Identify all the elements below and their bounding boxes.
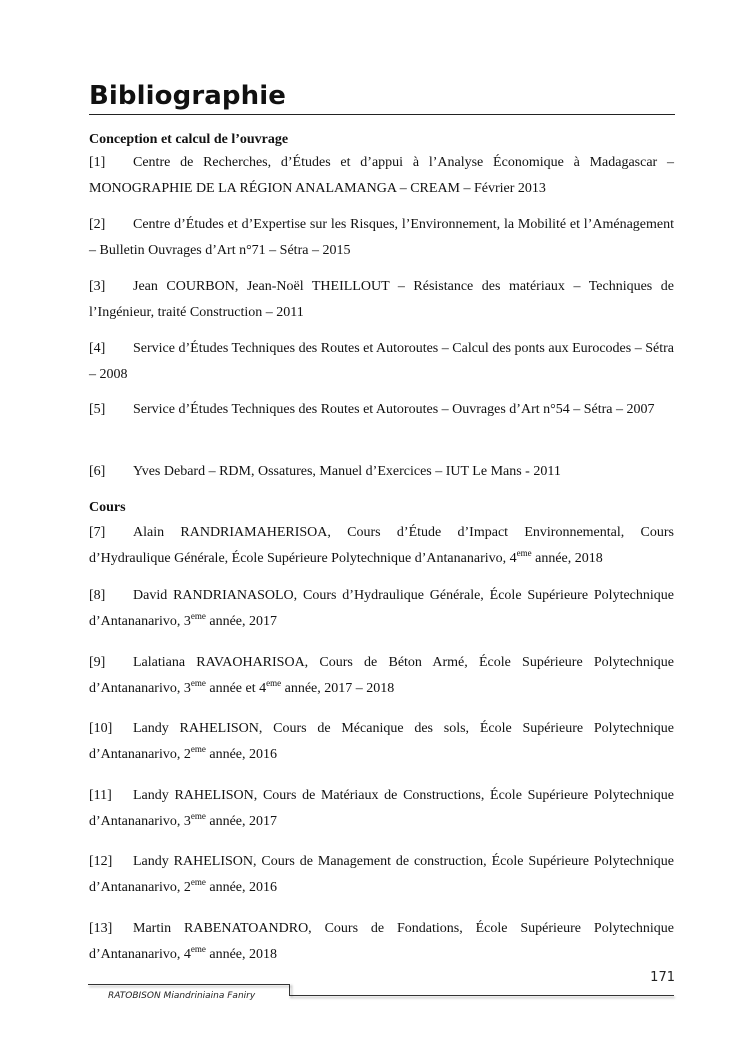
reference-text: année, 2017 [205, 814, 278, 829]
reference-text: Centre d’Études et d’Expertise sur les Risques, l’Environnement, la Mobilité et l’Aménagement – Bulletin Ouvrages d’Art n°71 – Sétra – 2015 [89, 217, 674, 258]
reference-number: [6] [89, 464, 106, 479]
reference-number: [2] [89, 217, 106, 232]
footer-rule [88, 984, 290, 985]
page-number: 171 [650, 970, 675, 985]
footer-author: RATOBISON Miandriniaina Faniry [108, 991, 256, 1001]
reference-item [89, 650, 674, 702]
title-underline [89, 114, 675, 115]
reference-item [89, 520, 674, 572]
reference-item [89, 397, 674, 423]
reference-text: David RANDRIANASOLO, Cours d’Hydraulique Générale, École Supérieure Polytechnique d’Antananarivo, 3 [89, 588, 674, 629]
reference-number: [11] [89, 788, 112, 803]
reference-text: Jean COURBON, Jean-Noël THEILLOUT – Résistance des matériaux – Techniques de l’Ingénieur, traité Construction – 2011 [89, 279, 674, 320]
reference-item [89, 716, 674, 768]
reference-text: année et 4 [205, 681, 267, 696]
reference-number: [9] [89, 655, 106, 670]
superscript: eme [190, 611, 206, 621]
reference-item [89, 274, 674, 326]
superscript: eme [190, 877, 206, 887]
reference-number: [8] [89, 588, 106, 603]
reference-number: [3] [89, 279, 106, 294]
reference-item [89, 583, 674, 635]
reference-number: [1] [89, 155, 106, 170]
footer-rule [289, 995, 674, 996]
reference-item [89, 150, 674, 202]
reference-text: Martin RABENATOANDRO, Cours de Fondations, École Supérieure Polytechnique d’Antananarivo, 4 [89, 921, 674, 962]
reference-number: [10] [89, 721, 113, 736]
reference-text: année, 2016 [205, 747, 278, 762]
superscript: eme [266, 678, 282, 688]
reference-number: [4] [89, 341, 106, 356]
reference-item [89, 916, 674, 968]
reference-text: Alain RANDRIAMAHERISOA, Cours d’Étude d’Impact Environnemental, Cours d’Hydraulique Générale, École Supérieure Polytechnique d’Antananarivo, 4 [89, 525, 674, 566]
section-heading-cours: Cours [89, 500, 126, 515]
reference-text: Landy RAHELISON, Cours de Matériaux de Constructions, École Supérieure Polytechnique d’Antananarivo, 3 [89, 788, 674, 829]
page-title: Bibliographie [89, 81, 286, 111]
reference-item [89, 783, 674, 835]
reference-item [89, 336, 674, 388]
superscript: eme [190, 678, 206, 688]
reference-text: année, 2018 [531, 551, 603, 566]
superscript: eme [190, 811, 206, 821]
superscript: eme [190, 744, 206, 754]
reference-text: Centre de Recherches, d’Études et d’appui à l’Analyse Économique à Madagascar – MONOGRAPHIE DE LA RÉGION ANALAMANGA – CREAM – Février 2013 [89, 155, 674, 196]
reference-text: année, 2017 [205, 614, 278, 629]
section-heading-conception: Conception et calcul de l’ouvrage [89, 132, 289, 147]
reference-item [89, 212, 674, 264]
reference-number: [7] [89, 525, 106, 540]
reference-text: année, 2017 – 2018 [281, 681, 395, 696]
superscript: eme [516, 548, 532, 558]
reference-number: [12] [89, 854, 113, 869]
reference-text: Yves Debard – RDM, Ossatures, Manuel d’Exercices – IUT Le Mans - 2011 [133, 464, 561, 479]
reference-text: année, 2018 [205, 947, 278, 962]
reference-text: Service d’Études Techniques des Routes et Autoroutes – Calcul des ponts aux Eurocodes – Sétra – 2008 [89, 341, 674, 382]
reference-text: Lalatiana RAVAOHARISOA, Cours de Béton Armé, École Supérieure Polytechnique d’Antananarivo, 3 [89, 655, 674, 696]
reference-text: Landy RAHELISON, Cours de Management de construction, École Supérieure Polytechnique d’Antananarivo, 2 [89, 854, 674, 895]
superscript: eme [190, 944, 206, 954]
reference-item [89, 459, 674, 485]
reference-item [89, 849, 674, 901]
reference-text: année, 2016 [205, 880, 278, 895]
reference-number: [5] [89, 402, 106, 417]
reference-text: Landy RAHELISON, Cours de Mécanique des sols, École Supérieure Polytechnique d’Antananarivo, 2 [89, 721, 674, 762]
reference-number: [13] [89, 921, 113, 936]
reference-text: Service d’Études Techniques des Routes et Autoroutes – Ouvrages d’Art n°54 – Sétra – 2007 [133, 402, 655, 417]
